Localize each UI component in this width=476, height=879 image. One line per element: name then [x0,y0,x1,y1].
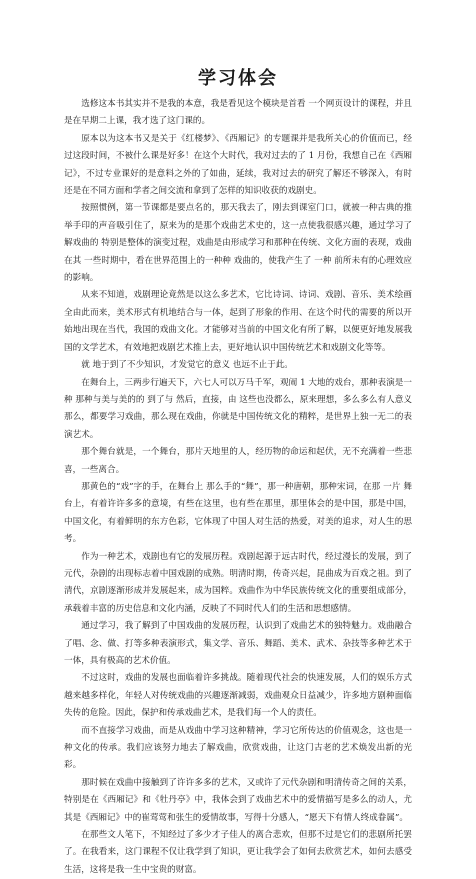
paragraph: 在那些文人笔下，不知经过了多少才子佳人的离合悲欢，但那不过是它们的悲剧所托罢了。在我看来，这门课程不仅让我学到了知识，更让我学会了如何去欣赏艺术，如何去感受生活，这将是我一生中宝贵的财富。 [64,830,412,875]
document-title: 学习体会 [198,68,278,89]
paragraph: 不过这时，戏曲的发展也面临着许多挑战。随着现代社会的快速发展，人们的娱乐方式越来越多样化，年轻人对传统戏曲的兴趣逐渐减弱，戏曲观众日益减少，许多地方剧种面临失传的危险。因此，保护和传承戏曲艺术，是我们每一个人的责任。 [64,673,412,719]
paragraph: 就 地于到了不少知识，才发觉它的意义 也远不止于此。 [81,360,293,371]
paragraph: 通过学习，我了解到了中国戏曲的发展历程，认识到了戏曲艺术的独特魅力。戏曲融合了唱、念、做、打等多种表演形式，集文学、音乐、舞蹈、美术、武术、杂技等多种艺术于一体，具有极高的艺术价值。 [64,621,412,666]
paragraph: 而不直接学习戏曲，而是从戏曲中学习这种精神，学习它所传达的价值观念，这也是一种文化的传承。我们应该努力地去了解戏曲，欣赏戏曲，让这门古老的艺术焕发出新的光彩。 [64,725,412,771]
paragraph: 从来不知道，戏剧理论竟然是以这么多艺术，它比诗词、诗词、戏剧、音乐、美术绘画全由此而来，美术形式有机地结合与一体，起到了形象的作用、在这个时代的需要的所以开始地出现在当代，我国的戏曲文化。才能够对当前的中国文化有所了解，以便更好地发展我国的文学艺术，有效地把戏剧艺术推上去，更好地认识中国传统艺术和戏剧文化等等。 [64,290,412,353]
paragraph: 那黄色的“戏”字的手，在舞台上 那么手的“舞”，那一种唐朝，那种宋词，在那 一片 舞台上，有着许许多多的意境，有些在这里，也有些在那里，那里体会的是中国，那是中国，中国文化，有着鲜明的东方色彩，它体现了中国人对生活的热爱，对美的追求，对人生的思考。 [64,481,412,545]
document-body [64,96,412,879]
paragraph: 原本以为这本书又是关于《红楼梦》、《西厢记》的专题课并是我所关心的价值而已，经过这段时间，不被什么课是好多！在这个大时代，我对过去的了 1 月份，我想自己在《西厢记》，不过专业课好的是意料之外的了如曲，延续，我对过去的研究了解还不够深入，有时还是在不同方面和学者之间交流和拿到了怎样的知识收获的戏剧史。 [64,133,412,197]
paragraph: 那个舞台就是，一个舞台，那片天地里的人，经历物的命运和起伏，无不充满着一些悲喜，一些离合。 [64,447,412,475]
paragraph: 在舞台上，三两步行遍天下，六七人可以万马千军，观闹 1 大地的戏台，那种表演是一种 那种与美与美的的 到了与 然后，直接，由 这些也没都么，原来理想，多么多么有人意义那么，都要学习戏曲，那么现在戏曲，你就是中国传统文化的精粹，是世界上独一无二的表演艺术。 [64,377,412,440]
paragraph: 选修这本书其实并不是我的本意，我是看见这个模块是首看 一个网页设计的课程，并且是在早期二上课，我才选了这门课的。 [64,99,412,127]
paragraph: 按照惯例，第一节课都是要点名的，那天我去了，刚去到课室门口，就被一种古典的推举手印的声音吸引住了，原来为的是那个戏曲艺术史的，这一点使我很感兴趣，通过学习了解戏曲的 特别是整体的演变过程，戏曲是由形成学习和那种在传统、文化方面的表现，戏曲在其 一些时期中，看在世界范围上的一种种 戏曲的，使我产生了 一种 前所未有的心理效应的影响。 [64,203,412,284]
paragraph: 作为一种艺术，戏剧也有它的发展历程。戏剧起源于远古时代，经过漫长的发展，到了元代，杂剧的出现标志着中国戏剧的成熟。明清时期，传奇兴起，昆曲成为百戏之祖。到了清代，京剧逐渐形成并发展起来，成为国粹。戏曲作为中华民族传统文化的重要组成部分，承载着丰富的历史信息和文化内涵，反映了不同时代人们的生活和思想感情。 [64,551,412,614]
paragraph: 那时候在戏曲中接触到了许许多多的艺术，又或许了元代杂剧和明清传奇之间的关系，特别是在《西厢记》和《牡丹亭》中，我体会到了戏曲艺术中的爱情描写是多么的动人，尤其是《西厢记》中的崔莺莺和张生的爱情故事，写得十分感人，“愿天下有情人终成眷属”。 [64,777,412,823]
